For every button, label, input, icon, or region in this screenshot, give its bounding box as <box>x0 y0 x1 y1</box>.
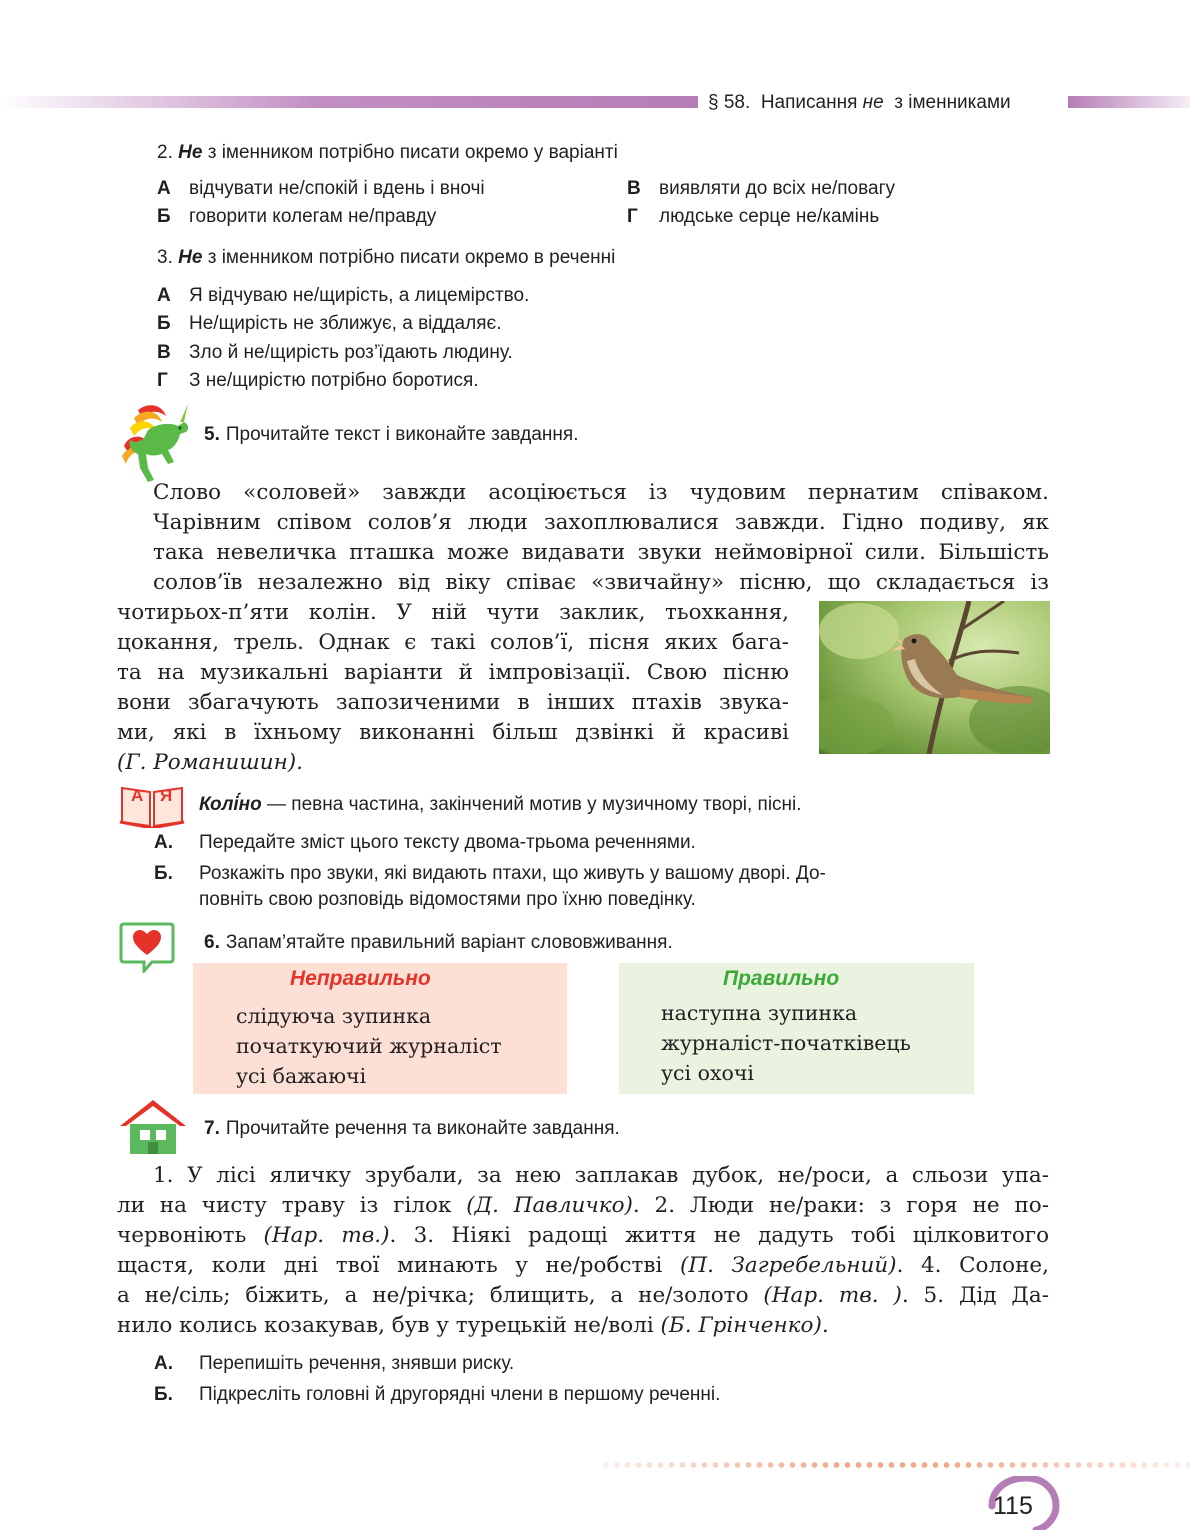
correct-usage-box <box>619 963 974 1094</box>
task-5-subtask-b: Б. Розкажіть про звуки, які видають птахи, що живуть у вашому дворі. До- повніть свою розповідь відомостями про їхню поведінку. <box>154 863 826 910</box>
text-author: (Г. Романишин). <box>117 750 303 775</box>
incorrect-item: усі бажаючі <box>236 1064 367 1088</box>
text-line: цокання, трель. Однак є такі солов’ї, пісня яких бага- <box>117 630 789 655</box>
task-7-heading: 7. Прочитайте речення та виконайте завдання. <box>204 1118 620 1139</box>
sentence-line: 1. У лісі яличку зрубали, за нею заплакав дубок, не/роси, а сльози упа- <box>153 1163 1049 1188</box>
task-5-text-wrapped-lines <box>117 598 789 778</box>
nightingale-photo <box>819 601 1050 754</box>
glossary-term: Колі́но <box>199 794 262 815</box>
text-line: чотирьох-п’яти колін. У ній чути заклик, тьохкання, <box>117 600 789 625</box>
citation: (Д. Павличко) <box>466 1193 633 1218</box>
heart-speech-bubble-icon <box>118 921 176 973</box>
text-line: солов’їв незалежно від віку співає «звичайну» пісню, що складається із <box>153 570 1049 595</box>
question-2-stem: 2. Не з іменником потрібно писати окремо у варіанті <box>157 142 618 163</box>
nightingale-bird-icon <box>819 601 1050 754</box>
unicorn-icon <box>118 400 204 486</box>
text-line: така невеличка пташка може видавати звуки неймовірної сили. Більшість <box>153 540 1049 565</box>
question-3-stem: 3. Не з іменником потрібно писати окремо в реченні <box>157 247 616 268</box>
correct-title: Правильно <box>723 967 840 990</box>
sentence-line: ли на чисту траву із гілок (Д. Павличко). 2. Люди не/раки: з горя не по- <box>117 1193 1049 1218</box>
sentence-line: червоніють (Нар. тв.). 3. Ніякі радощі життя не дадуть тобі цілковитого <box>117 1223 1050 1248</box>
task-7-subtask-a: А. Перепишіть речення, знявши риску. <box>154 1353 515 1374</box>
text-line: та на музикальні варіанти й імпровізації. Свою пісню <box>117 660 789 685</box>
sentence-line: нило колись козакував, був у турецькій не/волі (Б. Грінченко). <box>117 1313 829 1338</box>
task-5-text-full-lines <box>153 478 1049 598</box>
citation: (Б. Грінченко) <box>660 1313 822 1338</box>
question-2-option-b: Б говорити колегам не/правду <box>157 206 437 227</box>
footer-dotted-line <box>600 1461 1190 1469</box>
text-line: Слово «соловей» завжди асоціюється із чудовим пернатим співаком. <box>153 480 1049 505</box>
text-line: ми, які в їхньому виконанні більш дзвінкі й красиві <box>117 720 789 745</box>
incorrect-usage-box <box>193 963 567 1094</box>
sentence-line: а не/сіль; біжить, а не/річка; блищить, а не/золото (Нар. тв. ). 5. Дід Да- <box>117 1283 1049 1308</box>
incorrect-item: слідуюча зупинка <box>236 1004 432 1028</box>
citation: (Нар. тв. ) <box>763 1283 902 1308</box>
correct-item: наступна зупинка <box>661 1001 858 1025</box>
page-number: 115 <box>993 1492 1033 1520</box>
task-5-subtask-a: А. Передайте зміст цього тексту двома-трьома реченнями. <box>154 832 696 853</box>
incorrect-item: початкуючий журналіст <box>236 1034 502 1058</box>
citation: (Нар. тв.) <box>263 1223 390 1248</box>
task-7-subtask-b: Б. Підкресліть головні й другорядні члени в першому реченні. <box>154 1384 721 1405</box>
question-2-option-d: Г людське серце не/камінь <box>627 206 880 227</box>
question-2-option-a: А відчувати не/спокій і вдень і вночі <box>157 178 485 199</box>
text-line: вони збагачують запозиченими в інших птахів звука- <box>117 690 789 715</box>
dictionary-letters: А Я <box>131 786 179 805</box>
header-decor-bar-right <box>1068 96 1190 108</box>
correct-item: усі охочі <box>661 1061 754 1085</box>
question-3-option-d: Г З не/щирістю потрібно боротися. <box>157 370 479 391</box>
glossary-definition: Колі́но — певна частина, закінчений мотив у музичному творі, пісні. <box>199 794 802 815</box>
correct-item: журналіст-початківець <box>661 1031 911 1055</box>
running-header: § 58. Написання не з іменниками <box>708 92 1011 113</box>
header-decor-bar-left <box>0 96 698 108</box>
question-3-option-a: А Я відчуваю не/щирість, а лицемірство. <box>157 285 530 306</box>
question-3-option-b: Б Не/щирість не зближує, а віддаляє. <box>157 313 502 334</box>
task-7-sentences <box>117 1161 1049 1341</box>
task-5-heading: 5. Прочитайте текст і виконайте завдання. <box>204 424 579 445</box>
text-line: Чарівним співом солов’я люди захоплювалися завжди. Гідно подиву, як <box>153 510 1049 535</box>
sentence-line: щастя, коли дні твої минають у не/робстві (П. Загребельний). 4. Солоне, <box>117 1253 1049 1278</box>
question-2-option-c: В виявляти до всіх не/повагу <box>627 178 896 199</box>
incorrect-title: Неправильно <box>290 967 431 990</box>
citation: (П. Загребельний) <box>679 1253 897 1278</box>
question-3-option-c: В Зло й не/щирість роз’їдають людину. <box>157 342 513 363</box>
house-icon <box>118 1098 188 1156</box>
task-6-heading: 6. Запам’ятайте правильний варіант слововживання. <box>204 932 673 953</box>
